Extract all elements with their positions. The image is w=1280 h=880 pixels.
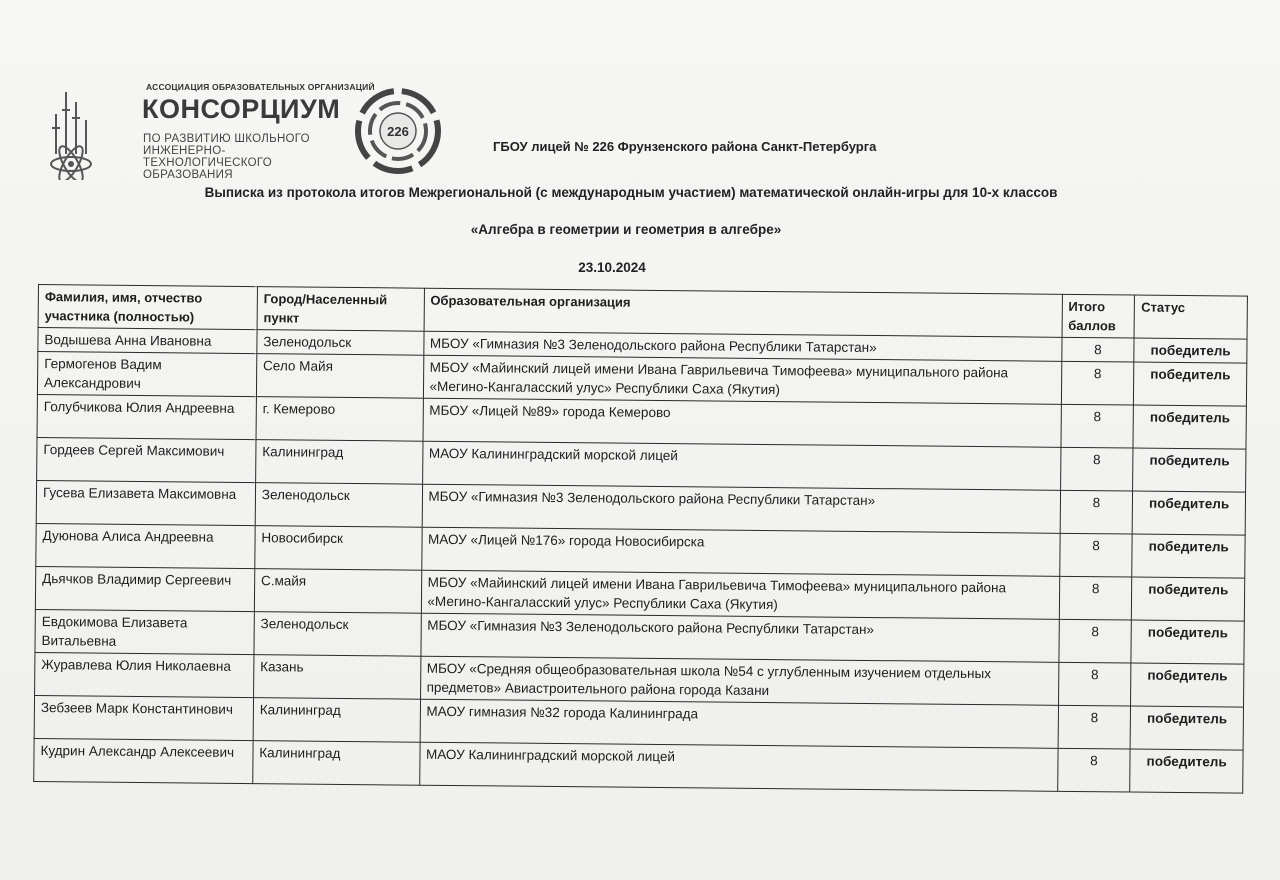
cell-city: Село Майя	[256, 354, 423, 399]
cell-status: победитель	[1131, 663, 1244, 707]
seal-number: 226	[387, 124, 409, 139]
cell-organization: МБОУ «Гимназия №3 Зеленодольского района Республики Татарстан»	[422, 484, 1061, 533]
cell-organization: МАОУ «Лицей №176» города Новосибирска	[421, 527, 1060, 576]
cell-city: Зеленодольск	[255, 483, 422, 528]
school-name: ГБОУ лицей № 226 Фрунзенского района Санкт-Петербурга	[493, 139, 877, 154]
cell-city: Калининград	[255, 440, 422, 485]
cell-name: Дьячков Владимир Сергеевич	[35, 566, 254, 611]
cell-name: Зебзеев Марк Константинович	[34, 695, 253, 740]
cell-status: победитель	[1130, 749, 1243, 793]
cell-score: 8	[1061, 361, 1134, 405]
cell-name: Гусева Елизавета Максимовна	[36, 480, 255, 525]
cell-status: победитель	[1133, 405, 1246, 449]
cell-score: 8	[1058, 662, 1131, 706]
cell-score: 8	[1057, 748, 1130, 792]
protocol-date: 23.10.2024	[578, 260, 646, 275]
cell-organization: МБОУ «Средняя общеобразовательная школа №54 с углубленным изучением отдельных предметов» Авиастроительного района города Казани	[420, 656, 1059, 705]
logo-subtitle	[143, 133, 346, 181]
cell-name: Дуюнова Алиса Андреевна	[36, 523, 255, 568]
cell-status: победитель	[1134, 338, 1247, 363]
header-score: Итого баллов	[1062, 294, 1135, 338]
cell-name: Водышева Анна Ивановна	[38, 328, 257, 354]
cell-name: Гермогенов Вадим Александрович	[37, 352, 256, 397]
cell-score: 8	[1059, 533, 1132, 577]
cell-score: 8	[1060, 447, 1133, 491]
cell-organization: МБОУ «Майинский лицей имени Ивана Гаврильевича Тимофеева» муниципального района «Мегино-Кангаласский улус» Республики Саха (Якутия)	[421, 570, 1060, 619]
cell-organization: МАОУ Калининградский морской лицей	[419, 742, 1058, 791]
header-city: Город/Населенный пункт	[257, 287, 424, 332]
cell-organization: МАОУ Калининградский морской лицей	[422, 441, 1061, 490]
cell-score: 8	[1058, 705, 1131, 749]
cell-name: Гордеев Сергей Максимович	[37, 437, 256, 482]
cell-name: Голубчикова Юлия Андреевна	[37, 394, 256, 439]
cell-organization: МБОУ «Гимназия №3 Зеленодольского района Республики Татарстан»	[420, 613, 1059, 662]
consortium-emblem-icon	[46, 84, 96, 180]
cell-status: победитель	[1133, 491, 1246, 535]
logo-subtitle-line: ОБРАЗОВАНИЯ	[143, 169, 233, 181]
cell-name: Кудрин Александр Алексеевич	[34, 738, 253, 783]
cell-city: Калининград	[253, 698, 420, 743]
cell-organization: МБОУ «Лицей №89» города Кемерово	[423, 398, 1062, 447]
cell-score: 8	[1059, 619, 1132, 663]
cell-score: 8	[1060, 490, 1133, 534]
cell-status: победитель	[1134, 362, 1247, 406]
protocol-title: Выписка из протокола итогов Межрегиональной (с международным участием) математической онлайн-игры для 10-х классов	[204, 185, 1058, 200]
logo-subtitle-line: ПО РАЗВИТИЮ ШКОЛЬНОГО	[143, 133, 310, 145]
cell-city: С.майя	[254, 569, 421, 614]
results-table	[33, 284, 1248, 794]
logo-association-text: АССОЦИАЦИЯ ОБРАЗОВАТЕЛЬНЫХ ОРГАНИЗАЦИЙ	[146, 82, 375, 92]
cell-name: Журавлева Юлия Николаевна	[35, 652, 254, 697]
cell-city: Новосибирск	[255, 526, 422, 571]
consortium-logo	[46, 78, 375, 188]
logo-name: КОНСОРЦИУМ	[142, 94, 341, 124]
cell-city: Зеленодольск	[254, 612, 421, 657]
cell-score: 8	[1059, 576, 1132, 620]
header-organization: Образовательная организация	[424, 288, 1063, 337]
cell-score: 8	[1061, 404, 1134, 448]
game-title: «Алгебра в геометрии и геометрия в алгебре»	[470, 222, 782, 237]
cell-status: победитель	[1131, 620, 1244, 664]
header-name: Фамилия, имя, отчество участника (полностью)	[38, 285, 257, 330]
cell-city: Калининград	[253, 741, 420, 786]
cell-status: победитель	[1132, 577, 1245, 621]
logo-subtitle-line: ИНЖЕНЕРНО-ТЕХНОЛОГИЧЕСКОГО	[143, 145, 272, 169]
cell-score: 8	[1061, 337, 1134, 362]
cell-status: победитель	[1130, 706, 1243, 750]
cell-city: г. Кемерово	[256, 397, 423, 442]
cell-city: Казань	[253, 655, 420, 700]
cell-organization: МАОУ гимназия №32 города Калининграда	[420, 699, 1059, 748]
lyceum-226-seal	[355, 88, 441, 174]
cell-status: победитель	[1132, 534, 1245, 578]
cell-organization: МБОУ «Майинский лицей имени Ивана Гаврильевича Тимофеева» муниципального района «Мегино-Кангаласский улус» Республики Саха (Якутия)	[423, 355, 1062, 404]
header-status: Статус	[1134, 295, 1247, 339]
cell-organization: МБОУ «Гимназия №3 Зеленодольского района Республики Татарстан»	[423, 331, 1061, 361]
cell-status: победитель	[1133, 448, 1246, 492]
cell-name: Евдокимова Елизавета Витальевна	[35, 609, 254, 654]
cell-city: Зеленодольск	[257, 330, 424, 356]
